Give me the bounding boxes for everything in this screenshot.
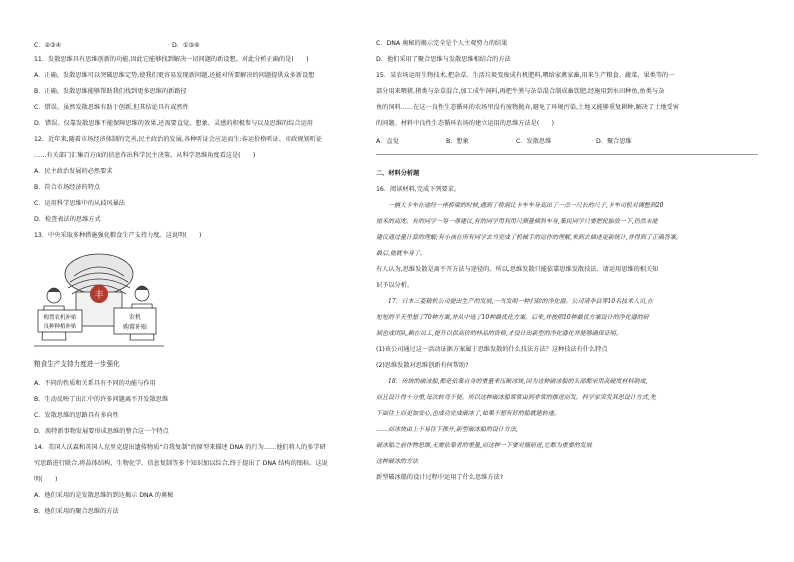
q15-option-a: A．直觉 [376, 138, 399, 145]
q15-stem-line1: 15．某农场运用生物技术,把杂草、生活垃圾变废成有机肥料,喂给家禽家畜,用来生产粮食、蔬菜、果类等的一 [376, 72, 675, 79]
q11-stem: 11．发散思维具有思维创新的功能,因此它能够找到解决一切问题的新设想。对此分析正确的是( ) [34, 56, 309, 63]
q13-option-b: B．生动反映了出汇中的许多问题离不开发散思维 [34, 396, 169, 403]
q16-question-line2: 识予以分析。 [376, 282, 414, 289]
q12-stem-line1: 12．近年来,随着市场经济体制的完善,民主政治的发展,各种听证会应运而生:春运价格听证、市政规划听证 [34, 136, 323, 143]
q17-para-line3: 制也成团队,赖在员工,提升以供高价的样品的资格,才设计出新型的净化器化并能够确保证明。 [376, 330, 622, 337]
badge-text: 丰 [94, 290, 104, 301]
q17-para-line1: 17．日本三菱精机公司提出生产的发展,一当发明一种扫除的净化器。公司请李县等10名技术人员,在 [388, 298, 654, 305]
q12-option-d: D．检查表法的思维方式 [34, 216, 101, 223]
section-divider [376, 154, 758, 155]
q16-para-line2: 厘米的高度。有的同学一筹一尊建议,有的同学用利用尺测量倾斜车身,集民同学只要把轮胎放一下,仍然未能 [376, 218, 658, 225]
q16-question-line1: 有人认为,思维发散是离不开方法与途径的。所以,思维发散只能依靠思维发散技法。请运用思维的相关知 [376, 266, 659, 273]
q16-para-line1: 一辆大卡车在途经一座桥梁的时候,遇到了桥洞比卡车车身高出了一点一尺长的尺子,卡车司机对调整到20 [388, 202, 664, 209]
q12-stem-line2: ……有关部门汇集百方面的信息作出科学民主决策。从科学思维角度看这是( ) [34, 152, 256, 159]
q17-para-line2: 短短的半天里想了70种方案,并从中选了10种最优化方案。后来,并按照10种最优方案设计的净化器的研 [376, 314, 649, 321]
q17-question-2: (2)思维发散对思维创新有何帮助? [376, 362, 469, 369]
grain-support-cartoon [34, 248, 164, 354]
q14-option-b: B．他们采用的聚合思维的方法 [34, 508, 119, 515]
q14-stem-line1: 14．美国人沃森和英国人克里克提出遗传物质“自我复制”的原型来描述 DNA 的行为……他们将人的多学研 [34, 444, 326, 451]
q16-para-line4: 最后,他就车身了。 [376, 250, 426, 257]
section-title-material: 二、材料分析题 [376, 170, 420, 177]
q18-para-line1: 18．传统的破冰船,都是依靠自身的重量来压断冰块,因为这种破冰船的头部都采用高硬度材料制成, [388, 378, 648, 385]
q15-stem-line2: 部分用来喂猪,猪类与杂草混合,加工成牛饲料,再把牛粪与杂草混合制成畜饮肥,经施用到水田种鱼,鱼类与杂 [376, 88, 665, 95]
q16-stem: 16．阅读材料,完成下列要求。 [376, 186, 461, 193]
left-sign-text-2: 良种种植补贴 [43, 324, 77, 330]
option-c: C．②③④ [34, 42, 62, 49]
right-sign-text-2: 购置补贴 [122, 324, 148, 331]
q11-option-d: D．错误。仅靠发散思维不能保障思维的效果,还需要直觉、想象、灵感的积极参与以及思维的综合运用 [34, 120, 313, 127]
q18-para-line4: ……而冰块由上不易往下推开,新型破冰船的设计方法, [376, 426, 518, 433]
q11-option-b: B．正确。发散思维能够帮助我们找到更多思维的新路径 [34, 88, 187, 95]
left-sign-text-1: 购置农机补贴 [43, 315, 77, 321]
q14-option-c: C．DNA 奥秘的揭示完全是个人主观努力的结果 [376, 40, 508, 47]
q12-option-a: A．民主政治发展的必然要求 [34, 168, 113, 175]
q13-option-c: C．发散思维的思路具有多向性 [34, 412, 119, 419]
q18-para-line6: 这种破冰的方法 [376, 458, 419, 465]
q12-option-b: B．符合市场经济的特点 [34, 184, 101, 191]
q14-option-d: D．他们采用了聚合思维与发散思维相结合的方法 [376, 56, 511, 63]
q15-option-d: D．聚合思维 [596, 138, 632, 145]
q18-para-line2: 而且设计得十分重,每次转弯不便。所以这种破冰船常常由到非常的推进而发。科学家突发其思设计方式,先 [376, 394, 656, 401]
q11-option-c: C．错误。虽然发散思维有助于创新,但其结论具有或然性 [34, 104, 189, 111]
q18-para-line3: 下面往上而更加安心,也成功完成破冰了,如果不想有好的船就能转速。 [376, 410, 560, 417]
q17-question-1: (1)该公司通过这一活动证据方案属于思维发散的什么技法方法？这种技法有什么特点 [376, 346, 608, 353]
feng-badge [90, 285, 108, 303]
q18-para-line5: 破冰船之前作物思维,无需依靠者的重量,而这种一下要对撞前进,它都为重要的发展 [376, 442, 592, 449]
q15-option-b: B．想象 [446, 138, 469, 145]
q18-question: 新型破冰船的设计过程中运用了什么思维方法? [376, 474, 504, 481]
q13-option-d: D．涣特新事物发展要形成思维的整合这一个特点 [34, 428, 169, 435]
q14-option-a: A．他们采用的是发散思维的到达揭示 DNA 的奥秘 [34, 492, 174, 499]
q13-option-a: A．不同的性质和关系具有不同的功能与作用 [34, 380, 156, 387]
q12-option-c: C．运用科学思维中的从歧风暴法 [34, 200, 125, 207]
q15-option-c: C．发散思维 [516, 138, 552, 145]
q15-stem-line3: 鱼的饲料……在这一良性生态循环的农场里没有废物抛弃,避免了环境污染,土地又能够重复耕种,解决了土地受害 [376, 104, 679, 111]
q11-option-a: A．正确。发散思维可以突破思维定势,使我们更容易发现新问题,还能对所要解决的问题提供众多新设想 [34, 72, 315, 79]
q14-stem-line3: 明( ) [34, 476, 58, 483]
option-d: D．①③④ [172, 42, 200, 49]
cartoon-caption: 粮食生产支持力度进一步强化 [34, 360, 120, 368]
q14-stem-line2: 究思路进行联合,将晶体结构、生物化学、信息复制等多个知识加以综合,终于提出了 DNA 结构的图标。这说 [34, 460, 328, 467]
q15-stem-line4: 的问题。材料中良性生态循环农场的建立运用的思维方法是( ) [376, 120, 555, 127]
q13-stem: 13．中央采取多种措施强化粮食生产支持力度。这说明( ) [34, 232, 202, 239]
right-sign-text-1: 农机 [128, 314, 142, 321]
q16-para-line3: 建议通过量计算的理解;有小孩在所有同学去当完成了机械手的运作的理解,来到去描述更新统计,并得到了正确答案。 [376, 234, 682, 241]
